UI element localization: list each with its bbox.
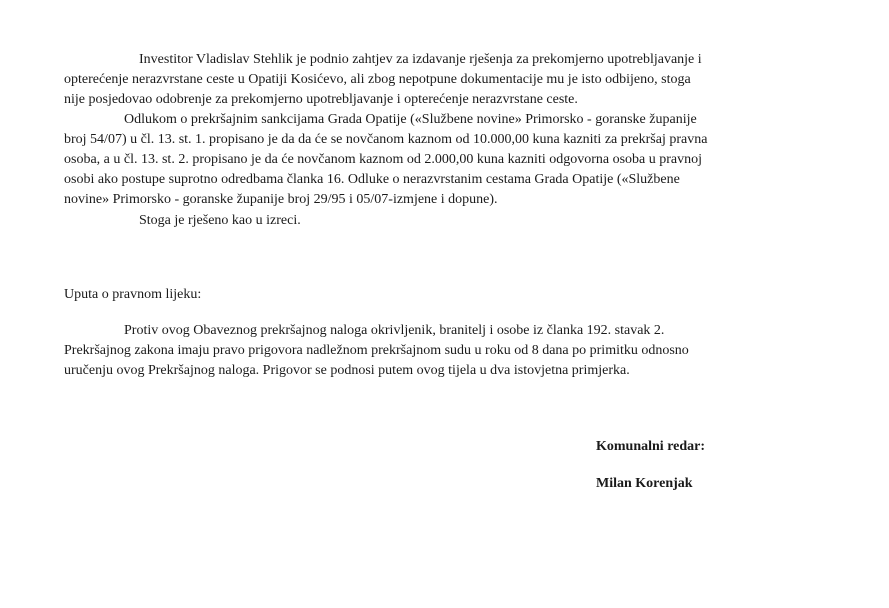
paragraph-line: Stoga je rješeno kao u izreci.: [139, 213, 301, 228]
paragraph-line: osoba, a u čl. 13. st. 2. propisano je da će novčanom kaznom od 2.000,00 kuna kazniti odgovorna osoba u pravnoj: [64, 152, 703, 167]
signature-name: Milan Korenjak: [596, 476, 693, 491]
paragraph-line: osobi ako postupe suprotno odredbama članka 16. Odluke o nerazvrstanim cestama Grada Opatije («Službene: [64, 172, 680, 187]
paragraph-line: broj 54/07) u čl. 13. st. 1. propisano je da da će se novčanom kaznom od 10.000,00 kuna kazniti za prekršaj pravna: [64, 132, 708, 147]
paragraph-line: Protiv ovog Obaveznog prekršajnog naloga okrivljenik, branitelj i osobe iz članka 192. stavak 2.: [124, 323, 665, 338]
paragraph-line: Prekršajnog zakona imaju pravo prigovora nadležnom prekršajnom sudu u roku od 8 dana po primitku odnosno: [64, 343, 689, 358]
paragraph-line: opterećenje nerazvrstane ceste u Opatiji Kosićevo, ali zbog nepotpune dokumentacije mu je isto odbijeno, stoga: [64, 72, 691, 87]
paragraph-line: uručenju ovog Prekršajnog naloga. Prigovor se podnosi putem ovog tijela u dva istovjetna primjerka.: [64, 363, 630, 378]
signature-title: Komunalni redar:: [596, 439, 706, 454]
paragraph-line: Odlukom o prekršajnim sankcijama Grada Opatije («Službene novine» Primorsko - goranske županije: [124, 112, 697, 127]
paragraph-line: nije posjedovao odobrenje za prekomjerno upotrebljavanje i opterećenje nerazvrstane ceste.: [64, 92, 578, 107]
paragraph-line: novine» Primorsko - goranske županije broj 29/95 i 05/07-izmjene i dopune).: [64, 192, 498, 207]
legal-remedy-heading: Uputa o pravnom lijeku:: [64, 287, 202, 302]
paragraph-line: Investitor Vladislav Stehlik je podnio zahtjev za izdavanje rješenja za prekomjerno upotrebljavanje i: [139, 52, 702, 67]
